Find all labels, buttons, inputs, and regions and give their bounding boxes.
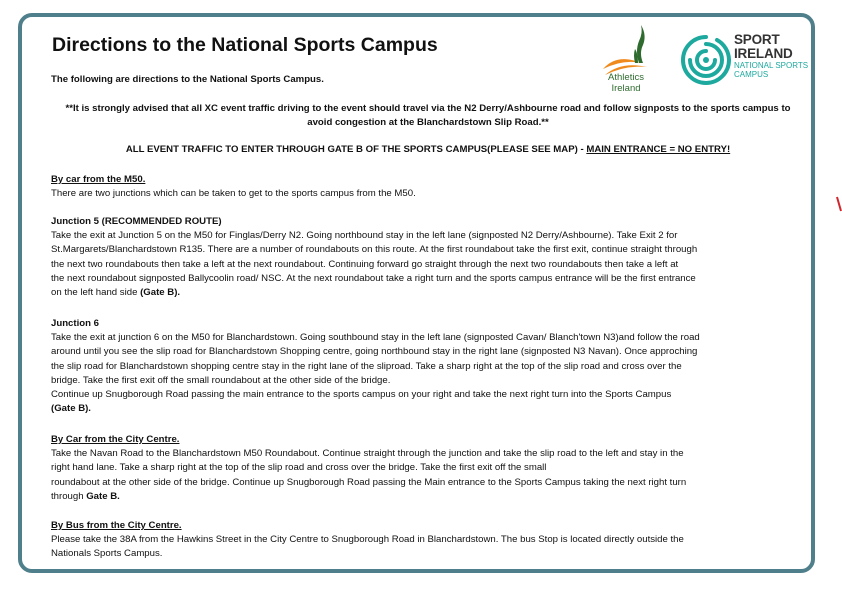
junction5-gate: (Gate B).: [140, 287, 181, 299]
city-car-line: right hand lane. Take a sharp right at the top of the slip road and cross over the bridge. Take the first exit off the small: [51, 462, 547, 474]
section-m50: [51, 173, 806, 201]
junction5-line: St.Margarets/Blanchardstown R135. There are a number of roundabouts on this route. At the first roundabout take the first exit, continue straight through: [51, 244, 698, 256]
junction6-gate: (Gate B).: [51, 403, 91, 415]
gate-notice-main: ALL EVENT TRAFFIC TO ENTER THROUGH GATE B OF THE SPORTS CAMPUS(PLEASE SEE MAP) -: [125, 144, 587, 155]
section-junction6: [51, 317, 806, 416]
city-car-gate: Gate B.: [86, 490, 120, 502]
intro-text: The following are directions to the National Sports Campus.: [51, 74, 324, 85]
junction6-line: Continue up Snugborough Road passing the main entrance to the sports campus on your right and take the next right turn into the Sports Campus: [51, 389, 672, 401]
section-city-car: [51, 433, 806, 504]
section-heading-bus: By Bus from the City Centre.: [51, 520, 182, 531]
section-junction5: [51, 215, 806, 300]
section-heading-junction6: Junction 6: [51, 318, 99, 329]
junction5-line: the next two roundabouts then take a left at the next roundabout. Continuing forward go straight through the next two roundabouts then take a left at: [51, 258, 679, 270]
sport-ireland-logo-icon: [677, 31, 735, 89]
section-text-m50: There are two junctions which can be taken to get to the sports campus from the M50.: [51, 188, 416, 200]
junction6-line: around until you see the slip road for Blanchardstown Shopping centre, going northbound stay in the right lane (signposted N3 Navan). Once approching: [51, 346, 698, 358]
traffic-advice: **It is strongly advised that all XC event traffic driving to the event should travel via the N2 Derry/Ashbourne road and follow signposts to the sports campus to avoid congestion at the Blanchardstown Slip Road.**: [65, 103, 791, 128]
city-car-line: roundabout at the other side of the bridge. Continue up Snugborough Road passing the Main entrance to the Sports Campus taking the next right turn: [51, 476, 687, 488]
sport-ireland-wordmark: SPORT IRELAND NATIONAL SPORTS CAMPUS: [734, 32, 809, 79]
red-edge-mark-icon: [836, 195, 842, 213]
junction5-line: the next roundabout signposted Ballycoolin road/ NSC. At the next roundabout take a right turn and the sports campus entrance will be the first entrance: [51, 272, 696, 284]
bus-line: Please take the 38A from the Hawkins Street in the City Centre to Snugborough Road in Blanchardstown. The bus Stop is located directly outside the: [51, 534, 684, 546]
section-heading-city-car: By Car from the City Centre.: [51, 434, 180, 445]
junction6-gate-line: [51, 402, 806, 416]
junction6-line: Take the exit at junction 6 on the M50 for Blanchardstown. Going southbound stay in the left lane (signposted Cavan/ Blanch'town N3)and follow the road: [51, 332, 700, 344]
junction5-line-last: on the left hand side (Gate B).: [51, 287, 181, 299]
gate-notice-no-entry: MAIN ENTRANCE = NO ENTRY!: [586, 144, 731, 155]
city-car-line: Take the Navan Road to the Blanchardstown M50 Roundabout. Continue straight through the junction and take the slip road to the left and stay in the: [51, 448, 684, 460]
section-heading-junction5: Junction 5 (RECOMMENDED ROUTE): [51, 216, 222, 227]
section-bus: [51, 519, 806, 562]
city-car-line-last: through Gate B.: [51, 490, 120, 502]
gate-notice: [54, 144, 802, 155]
junction5-line: Take the exit at Junction 5 on the M50 for Finglas/Derry N2. Going northbound stay in the left lane (signposted N2 Derry/Ashbourne). Take Exit 2 for: [51, 230, 678, 242]
junction6-line: the slip road for Blanchardstown shopping centre stay in the right lane of the sliproad. Take a sharp right at the top of the slip road and cross over the: [51, 360, 682, 372]
athletics-ireland-wordmark: Athletics Ireland: [608, 72, 644, 94]
junction6-line: bridge. Take the first exit off the small roundabout at the other side of the bridge.: [51, 374, 391, 386]
bus-line: Nationals Sports Campus.: [51, 548, 163, 560]
page-title: Directions to the National Sports Campus: [52, 34, 438, 56]
directions-card: [18, 13, 815, 573]
section-heading-m50: By car from the M50.: [51, 174, 146, 185]
